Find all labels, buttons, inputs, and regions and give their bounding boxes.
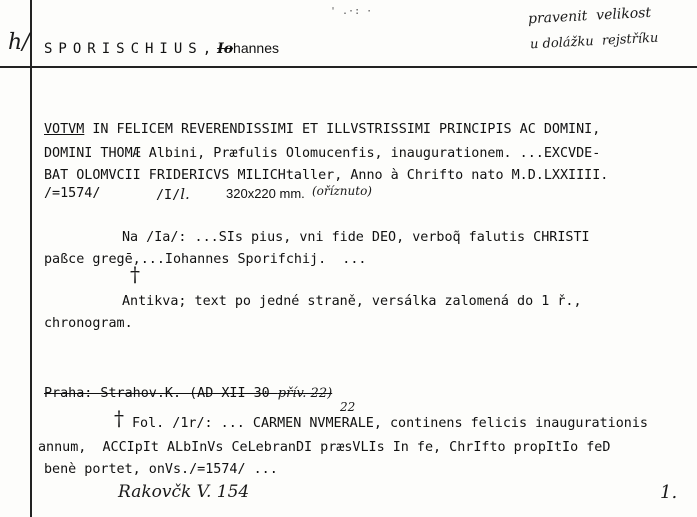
author-heading (44, 40, 279, 57)
location-struck (44, 386, 332, 402)
title-line-1 (44, 122, 600, 138)
fol-line-2: annum, ACCIpIt ALbInVs CeLebranDI præsVLIs In fe, ChrIfto propItIo feD (38, 440, 611, 455)
card-number: 1. (660, 482, 678, 503)
location-hand: přív. 22) (277, 386, 333, 401)
author-given: hannes (233, 40, 279, 56)
imprint-year: /=1574/ (44, 186, 101, 201)
dimensions-note: (oříznuto) (312, 184, 372, 198)
author-surname: SPORISCHIUS, (44, 41, 218, 57)
top-right-note-2: u dolážku rejstříku (529, 30, 659, 53)
title-line-3: BAT OLOMVCII FRIDERICVS MILICHtaller, Anno à Chrifto nato M.D.LXXIIII. (44, 168, 609, 183)
collation-hand: l. (180, 185, 190, 203)
incipit-line-2: paßce gregē,...Iohannes Sporifchij. ... (44, 252, 367, 267)
title-line-2: DOMINI THOMÆ Albini, Præfulis Olomucenfis, inaugurationem. ...EXCVDE- (44, 146, 601, 161)
collation (156, 186, 190, 204)
hand-mark-2: † (114, 406, 124, 430)
location-hand-below: 22 (340, 400, 356, 414)
location-text: Praha: Strahov.K. (AD XII 30 (44, 386, 278, 401)
fol-line-3: benè portet, onVs./=1574/ ... (44, 462, 278, 477)
corner-mark: h/ (8, 30, 30, 55)
top-specks: ' .·: · (330, 6, 373, 17)
title-first-word: VOTVM (44, 122, 85, 137)
dimensions: 320x220 mm. (226, 186, 305, 201)
fol-line-1: Fol. /1r/: ... CARMEN NVMERALE, continens felicis inaugurationis (132, 416, 648, 431)
hand-mark-1: † (130, 262, 140, 286)
note-line-1: Antikva; text po jedné straně, versálka zalomená do 1 ř., (122, 294, 582, 309)
signature-reference: Rakovčk V. 154 (118, 482, 250, 502)
author-given-struck: Io (217, 41, 234, 57)
header-divider (0, 66, 697, 68)
incipit-line-1: Na /Ia/: ...SIs pius, vni fide DEO, verboq̃ falutis CHRISTI (122, 230, 590, 245)
title-line-1-rest: IN FELICEM REVERENDISSIMI ET ILLVSTRISSIMI PRINCIPIS AC DOMINI, (84, 122, 601, 137)
top-right-note-1: pravenit velikost (527, 4, 652, 28)
note-line-2: chronogram. (44, 316, 133, 331)
margin-divider (30, 0, 32, 517)
collation-label: /I/ (156, 188, 181, 203)
